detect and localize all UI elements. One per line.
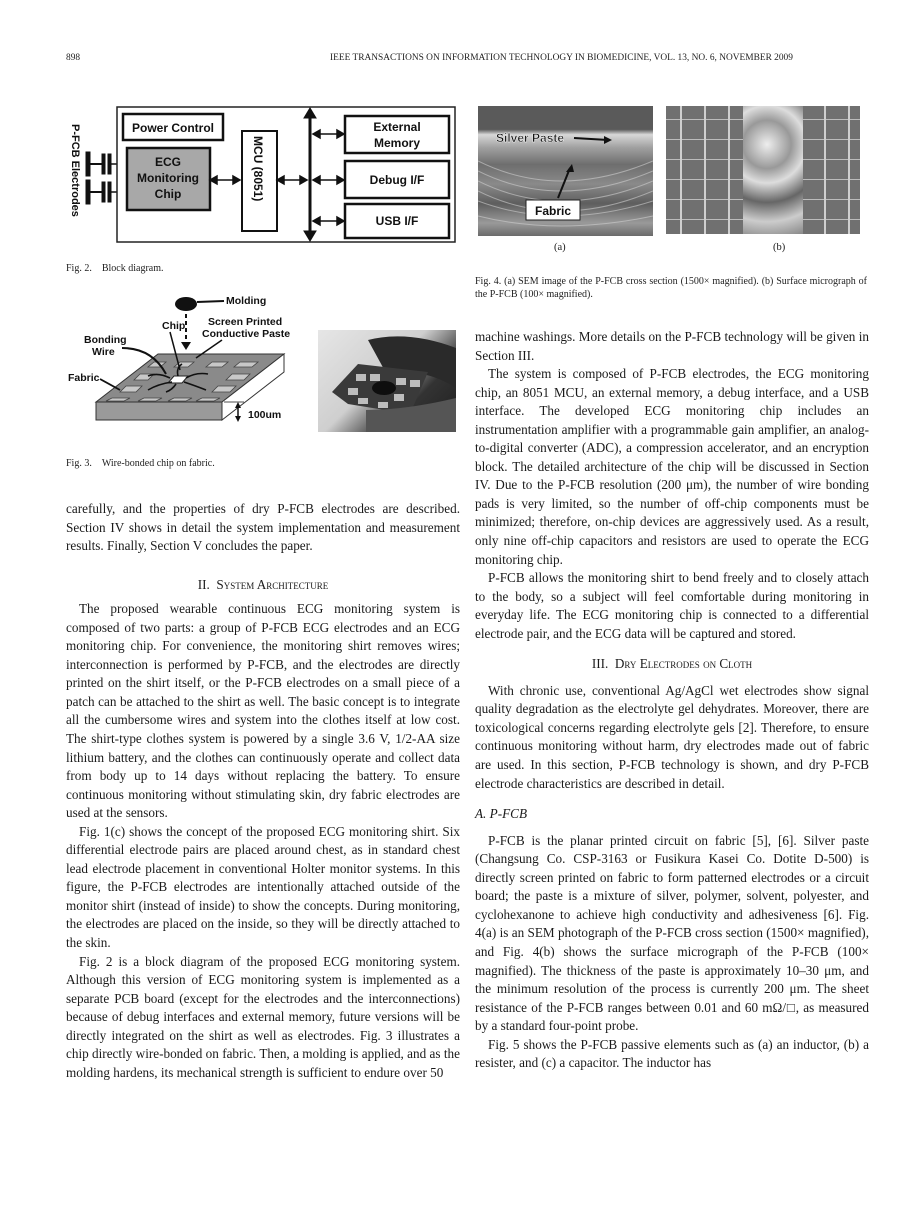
svg-text:Wire: Wire (92, 346, 115, 358)
block-diagram-svg (62, 104, 458, 246)
paragraph: The proposed wearable continuous ECG monitoring system is composed of two parts: a group of P-FCB ECG electrodes and an ECG monitoring chip. For convenience, the monitoring shirt removes wires; interconnection is performed by P-FCB, and the electrodes are directly printed on the shirt itself, or the P-FCB electrodes on a small piece of a patch can be attached to the shirt as well. The basic concept is to integrate all the cumbersome wires and system into the clothes itself at low cost. The shirt-type clothes system is powered by a single 3.6 V, 1/2-AA size lithium battery, and the clothes can continuously operate and collect data from body up to 14 days without replacing the battery. To ensure continuous monitoring without stimulating skin, dry fabric electrodes are used at the sensors. (66, 601, 460, 821)
svg-text:Silver Paste: Silver Paste (496, 131, 565, 145)
svg-text:MCU (8051): MCU (8051) (251, 136, 265, 202)
figure-4a-sem-image (478, 106, 653, 236)
molding-icon (175, 297, 197, 311)
svg-text:100um: 100um (248, 409, 282, 421)
svg-text:Monitoring: Monitoring (137, 171, 199, 185)
svg-text:Memory: Memory (373, 136, 421, 150)
svg-text:ECG: ECG (154, 155, 182, 169)
figure-3-illustration (62, 290, 312, 442)
section-heading-3: III. Dry Electrodes on Cloth (591, 656, 753, 672)
paragraph: Fig. 1(c) shows the concept of the proposed ECG monitoring shirt. Six differential electrode pairs are placed around chest, as in standard chest lead electrode placement in conventional Holter monitor systems. In this figure, the P-FCB electrodes are intentionally attached outside of the monitor shirt (instead of inside) to show the concepts. During monitoring, the electrodes are placed on the inside, so they will be directly attached to the skin. (66, 823, 460, 951)
svg-text:Chip: Chip (162, 320, 186, 332)
page-number: 898 (66, 53, 81, 63)
figure-3-photo (318, 330, 456, 432)
svg-text:External: External (373, 120, 421, 134)
svg-text:Fabric: Fabric (68, 372, 100, 384)
journal-header: IEEE TRANSACTIONS ON INFORMATION TECHNOLOGY IN BIOMEDICINE, VOL. 13, NO. 6, NOVEMBER 2009 (330, 53, 793, 63)
paragraph: machine washings. More details on the P-FCB technology will be given in Section III. (475, 329, 869, 363)
paragraph: Fig. 5 shows the P-FCB passive elements such as (a) an inductor, (b) a resister, and (c) a capacitor. The inductor has (475, 1036, 869, 1071)
svg-text:Fabric: Fabric (534, 204, 572, 218)
figure-3-caption: Fig. 3. Wire-bonded chip on fabric. (66, 458, 215, 469)
paragraph: The system is composed of P-FCB electrodes, the ECG monitoring chip, an 8051 MCU, an external memory, a debug interface, and a USB interface. The developed ECG monitoring chip includes an instrumentation amplifier with a programmable gain amplifier, an analog-to-digital converter (ADC), a compression accelerator, and an encryption block. The detailed architecture of the chip will be discussed in Section IV. Due to the P-FCB resolution (200 μm), the number of wire bonding pads is very limited, so the number of off-chip components must be minimized; therefore, on-chip devices are aggressively used. As a result, only nine off-chip capacitors and resistors are used to operate the ECG monitoring chip. (475, 366, 869, 567)
figure-2-caption: Fig. 2. Block diagram. (66, 263, 164, 274)
figure-4b-label: (b) (773, 242, 786, 253)
paragraph: Fig. 2 is a block diagram of the proposed ECG monitoring system. Although this version of ECG monitoring system is implemented as a separate PCB board (except for the electrodes and the interconnections) because of debug interfaces and external memory, future versions will be directly integrated on the shirt as well as electrodes. Fig. 3 illustrates a chip directly wire-bonded on fabric. Then, a molding is applied, and as the molding hardens, its mechanical strength is sufficient to endure over 50 (66, 953, 460, 1080)
paragraph: With chronic use, conventional Ag/AgCl wet electrodes show signal quality degradation as the electrolyte gel dehydrates. Moreover, there are toxicological concerns regarding electrolyte gels [2]. Therefore, to ensure continuous monitoring without harm, dry electrodes made out of fabric are used. In this section, P-FCB technology is shown, and dry P-FCB electrode characteristics are described in detail. (475, 682, 869, 791)
figure-4a-label: (a) (554, 242, 566, 253)
figure-4b-micrograph (666, 106, 860, 234)
svg-text:Debug I/F: Debug I/F (369, 173, 425, 187)
svg-text:Screen Printed: Screen Printed (208, 316, 283, 328)
svg-text:USB I/F: USB I/F (375, 214, 419, 228)
svg-text:Conductive Paste: Conductive Paste (202, 328, 291, 340)
electrodes-label: P-FCB Electrodes (69, 124, 81, 217)
svg-text:Bonding: Bonding (84, 334, 127, 346)
svg-text:Power Control: Power Control (131, 121, 215, 135)
svg-text:Chip: Chip (154, 187, 182, 201)
subsection-heading-a: A. P-FCB (475, 806, 528, 822)
paragraph: P-FCB allows the monitoring shirt to bend freely and to closely attach to the body, so a subject will feel comfortable during monitoring in everyday life. The ECG monitoring chip is connected to a differential electrode pair, and the ECG data will be captured and stored. (475, 570, 869, 641)
svg-text:Molding: Molding (226, 295, 267, 307)
left-column (66, 500, 460, 1082)
right-column (475, 328, 869, 1073)
figure-2-block-diagram (62, 104, 458, 246)
section-heading-2: II. System Architecture (197, 576, 329, 592)
paragraph: carefully, and the properties of dry P-FCB electrodes are described. Section IV shows in detail the system implementation and measurement results. Finally, Section V concludes the paper. (66, 501, 460, 554)
molded-chip-icon (372, 381, 396, 395)
paragraph: P-FCB is the planar printed circuit on fabric [5], [6]. Silver paste (Changsung Co. CSP-3163 or Fusikura Kasei Co. Dotite D-500) is directly screen printed on fabric to form patterned electrodes or a circuit board; the paste is a mixture of silver, polymer, solvent, polyester, and cyclohexanone to achieve high conductivity and adhesiveness [6]. Fig. 4(a) is an SEM photograph of the P-FCB cross section (1500× magnified), and Fig. 4(b) shows the surface micrograph of the P-FCB (100× magnified). The thickness of the paste is approximately 10–30 μm, and the minimum resolution of the process is currently 200 μm. The sheet resistance of the P-FCB ranges between 0.01 and 60 mΩ/□, as measured by a standard four-point probe. (475, 832, 869, 1034)
figure-4-caption: Fig. 4. (a) SEM image of the P-FCB cross section (1500× magnified). (b) Surface micrograph of the P-FCB (100× magnified). (475, 276, 867, 300)
